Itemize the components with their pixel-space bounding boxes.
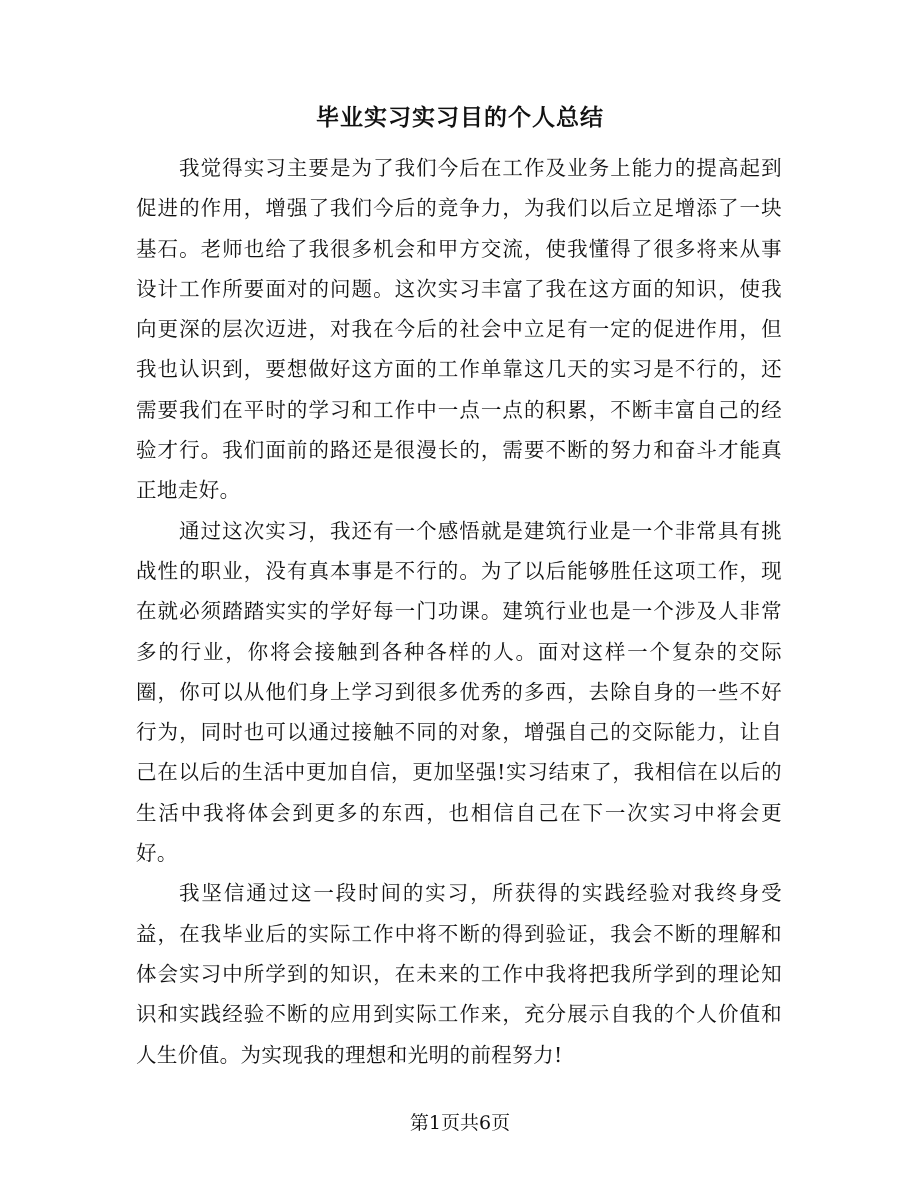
- paragraph-3: 我坚信通过这一段时间的实习，所获得的实践经验对我终身受益，在我毕业后的实际工作中将不断的得到验证，我会不断的理解和体会实习中所学到的知识，在未来的工作中我将把我所学到的理论知识和实践经验不断的应用到实际工作来，充分展示自我的个人价值和人生价值。为实现我的理想和光明的前程努力!: [136, 881, 782, 1067]
- document-body: [136, 148, 782, 1075]
- paragraph-2: 通过这次实习，我还有一个感悟就是建筑行业是一个非常具有挑战性的职业，没有真本事是不行的。为了以后能够胜任这项工作，现在就必须踏踏实实的学好每一门功课。建筑行业也是一个涉及人非常多的行业，你将会接触到各种各样的人。面对这样一个复杂的交际圈，你可以从他们身上学习到很多优秀的多西，去除自身的一些不好行为，同时也可以通过接触不同的对象，增强自己的交际能力，让自己在以后的生活中更加自信，更加坚强!实习结束了，我相信在以后的生活中我将体会到更多的东西，也相信自己在下一次实习中将会更好。: [136, 518, 782, 866]
- page-number-footer: 第1页共6页: [409, 1112, 511, 1134]
- document-title: 毕业实习实习目的个人总结: [316, 104, 604, 131]
- paragraph-1: 我觉得实习主要是为了我们今后在工作及业务上能力的提高起到促进的作用，增强了我们今后的竞争力，为我们以后立足增添了一块基石。老师也给了我很多机会和甲方交流，使我懂得了很多将来从事设计工作所要面对的问题。这次实习丰富了我在这方面的知识，使我向更深的层次迈进，对我在今后的社会中立足有一定的促进作用，但我也认识到，要想做好这方面的工作单靠这几天的实习是不行的，还需要我们在平时的学习和工作中一点一点的积累，不断丰富自己的经验才行。我们面前的路还是很漫长的，需要不断的努力和奋斗才能真正地走好。: [136, 156, 782, 503]
